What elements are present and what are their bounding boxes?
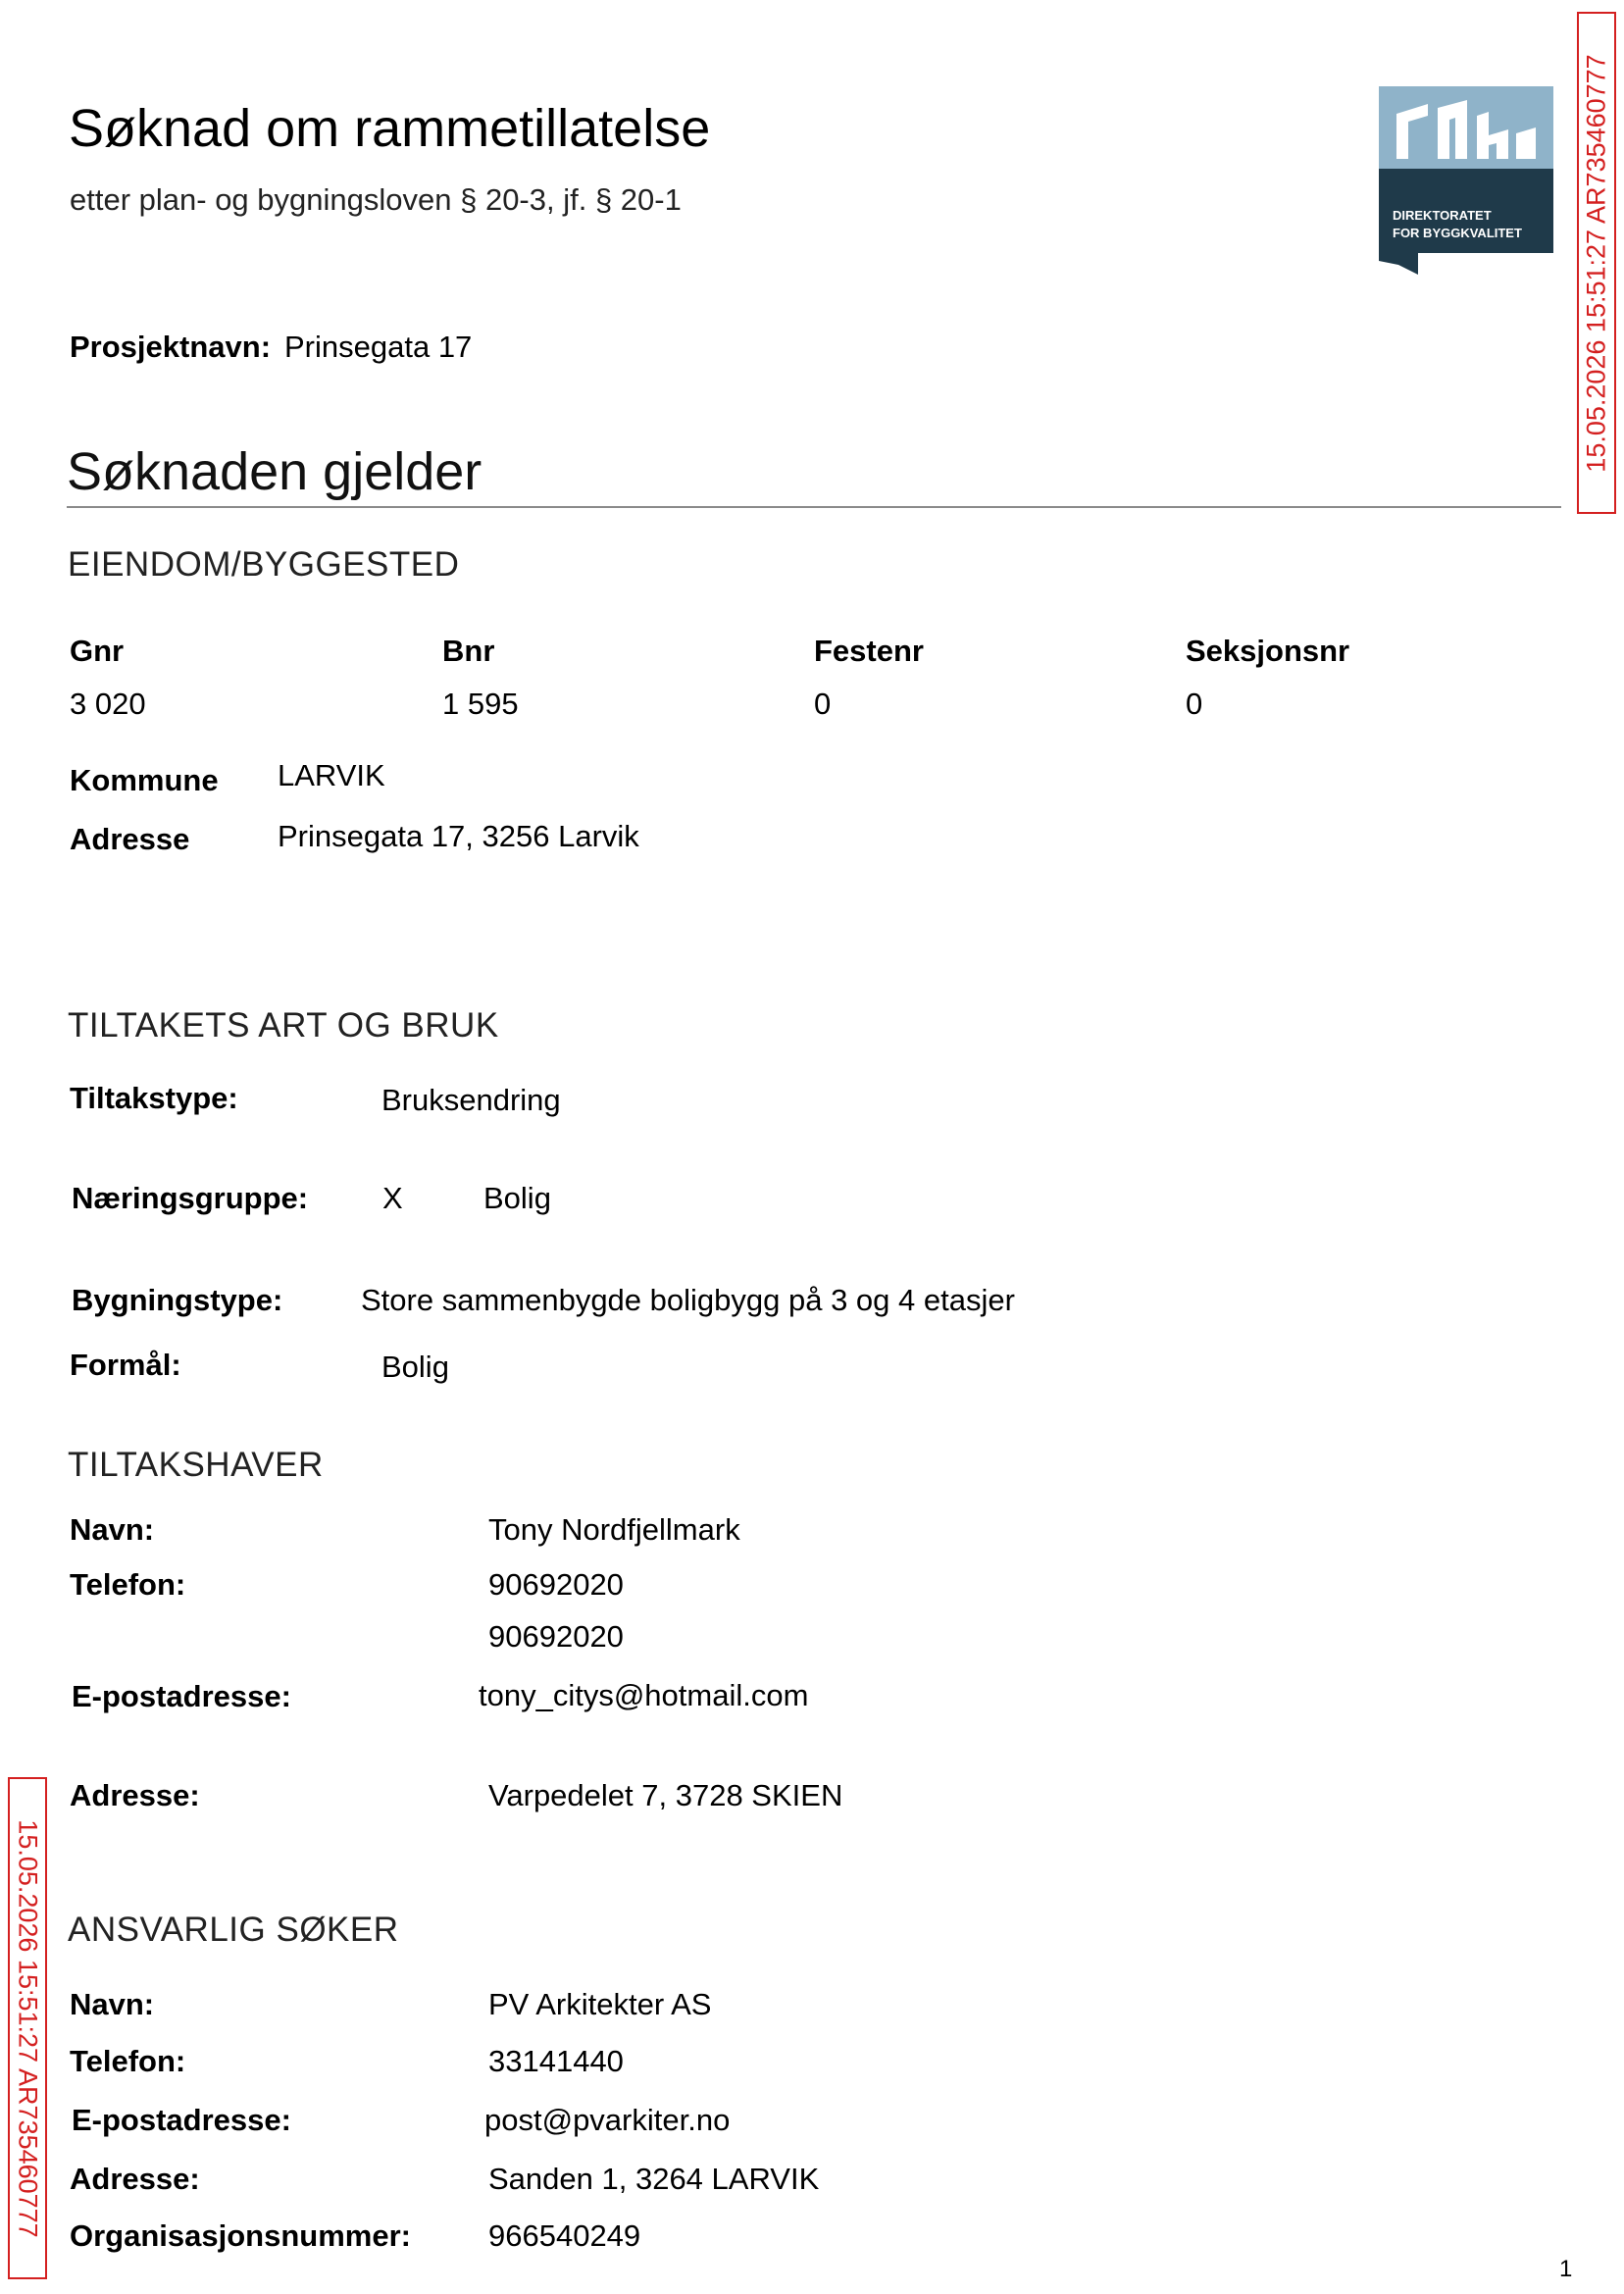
ansvarlig-navn-label: Navn: <box>70 1987 155 2021</box>
gnr-label: Gnr <box>70 634 125 668</box>
ansvarlig-epost-value: post@pvarkiter.no <box>484 2103 731 2137</box>
tiltakshaver-epost-value: tony_citys@hotmail.com <box>479 1678 809 1712</box>
tiltak-heading: TILTAKETS ART OG BRUK <box>68 1006 499 1045</box>
logo-text-line2: FOR BYGGKVALITET <box>1393 226 1522 240</box>
document-title: Søknad om rammetillatelse <box>69 99 711 158</box>
tiltakshaver-navn-value: Tony Nordfjellmark <box>488 1512 740 1547</box>
tiltakstype-label: Tiltakstype: <box>70 1081 238 1115</box>
formal-value: Bolig <box>381 1350 449 1384</box>
adresse-value: Prinsegata 17, 3256 Larvik <box>278 819 639 853</box>
ansvarlig-epost-label: E-postadresse: <box>72 2103 291 2137</box>
logo-text-line1: DIREKTORATET <box>1393 208 1492 223</box>
tiltakshaver-epost-label: E-postadresse: <box>72 1679 291 1713</box>
bnr-label: Bnr <box>442 634 495 668</box>
timestamp-stamp-left: 15.05.2026 15:51:27 AR735460777 <box>8 1777 47 2279</box>
kommune-label: Kommune <box>70 763 219 797</box>
seksjonsnr-value: 0 <box>1186 687 1203 721</box>
festenr-label: Festenr <box>814 634 924 668</box>
tiltakshaver-telefon-value-2: 90692020 <box>488 1619 624 1654</box>
tiltakshaver-adresse-label: Adresse: <box>70 1778 200 1812</box>
tiltakshaver-adresse-value: Varpedelet 7, 3728 SKIEN <box>488 1778 843 1812</box>
ansvarlig-telefon-label: Telefon: <box>70 2044 186 2078</box>
seksjonsnr-label: Seksjonsnr <box>1186 634 1350 668</box>
project-name: Prinsegata 17 <box>284 330 473 364</box>
tiltakshaver-telefon-label: Telefon: <box>70 1567 186 1602</box>
ansvarlig-orgnr-value: 966540249 <box>488 2218 641 2253</box>
eiendom-heading: EIENDOM/BYGGESTED <box>68 545 460 584</box>
project-label: Prosjektnavn: <box>70 330 272 364</box>
timestamp-stamp-right: 15.05.2026 15:51:27 AR735460777 <box>1577 12 1616 514</box>
ansvarlig-adresse-label: Adresse: <box>70 2162 200 2196</box>
tiltakshaver-navn-label: Navn: <box>70 1512 155 1547</box>
festenr-value: 0 <box>814 687 832 721</box>
dibk-logo <box>1379 86 1553 275</box>
adresse-label: Adresse <box>70 822 190 856</box>
ansvarlig-adresse-value: Sanden 1, 3264 LARVIK <box>488 2162 820 2196</box>
tiltakshaver-telefon-value-1: 90692020 <box>488 1567 624 1602</box>
kommune-value: LARVIK <box>278 758 385 792</box>
ansvarlig-heading: ANSVARLIG SØKER <box>68 1911 399 1949</box>
bygningstype-value: Store sammenbygde boligbygg på 3 og 4 etasjer <box>361 1283 1015 1317</box>
ansvarlig-navn-value: PV Arkitekter AS <box>488 1987 712 2021</box>
ansvarlig-telefon-value: 33141440 <box>488 2044 624 2078</box>
naeringsgruppe-code: X <box>382 1181 403 1215</box>
naeringsgruppe-value: Bolig <box>483 1181 551 1215</box>
naeringsgruppe-label: Næringsgruppe: <box>72 1181 309 1215</box>
section-title: Søknaden gjelder <box>67 442 482 501</box>
document-subtitle: etter plan- og bygningsloven § 20-3, jf. § 20-1 <box>70 182 682 217</box>
section-divider <box>67 506 1561 508</box>
tiltakshaver-heading: TILTAKSHAVER <box>68 1446 324 1484</box>
tiltakstype-value: Bruksendring <box>381 1083 561 1117</box>
bygningstype-label: Bygningstype: <box>72 1283 283 1317</box>
bnr-value: 1 595 <box>442 687 519 721</box>
page-number: 1 <box>1559 2256 1573 2282</box>
gnr-value: 3 020 <box>70 687 146 721</box>
formal-label: Formål: <box>70 1348 181 1382</box>
ansvarlig-orgnr-label: Organisasjonsnummer: <box>70 2218 411 2253</box>
